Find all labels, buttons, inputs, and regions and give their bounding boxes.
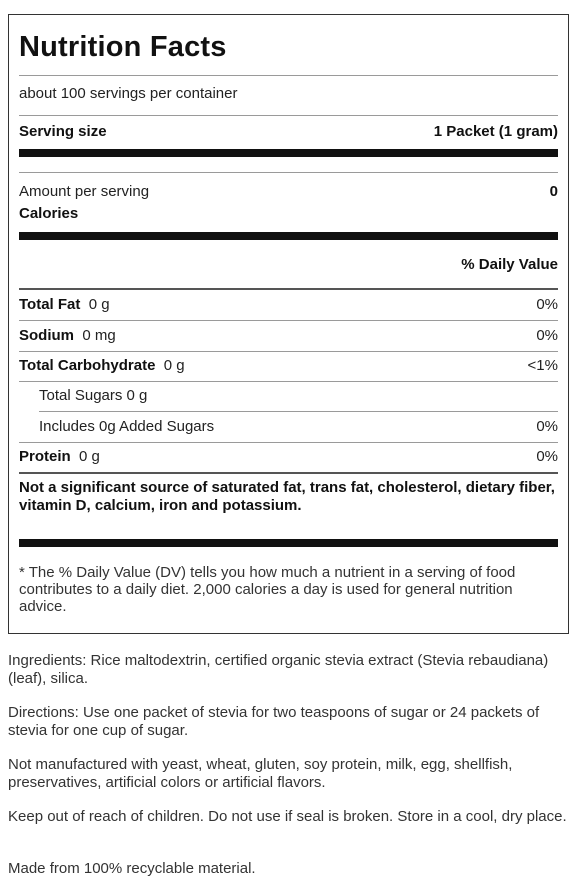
nutrient-amount: 0 mg xyxy=(82,327,116,344)
recyclable-material-text: Made from 100% recyclable material. xyxy=(8,860,256,877)
serving-size-label: Serving size xyxy=(19,123,107,140)
nutrient-name: Total Sugars 0 g xyxy=(39,387,148,404)
nutrient-name: Protein xyxy=(19,448,71,465)
nutrient-dv: <1% xyxy=(527,357,558,374)
divider xyxy=(19,75,558,76)
thick-divider xyxy=(19,232,558,240)
nutrient-dv: 0% xyxy=(536,418,558,435)
nutrient-name: Sodium xyxy=(19,327,74,344)
nutrient-dv: 0% xyxy=(536,448,558,465)
thick-divider xyxy=(19,149,558,157)
divider xyxy=(19,351,558,352)
daily-value-footnote: * The % Daily Value (DV) tells you how much a nutrient in a serving of food contributes to a daily diet. 2,000 calories a day is used for general nutrition advice. xyxy=(19,564,516,615)
divider xyxy=(19,381,558,382)
servings-text: about 100 servings per container xyxy=(19,85,238,102)
nutrient-dv: 0% xyxy=(536,296,558,313)
divider xyxy=(19,115,558,116)
nutrient-name: Total Carbohydrate xyxy=(19,357,156,374)
nutrient-amount: 0 g xyxy=(79,448,100,465)
divider xyxy=(19,442,558,443)
serving-size-value: 1 Packet (1 gram) xyxy=(433,123,558,140)
nutrient-amount: 0 g xyxy=(163,357,185,374)
calories-label: Calories xyxy=(19,205,79,222)
nutrition-facts-panel xyxy=(8,14,569,634)
nutrient-name: Total Fat xyxy=(19,296,81,313)
nutrient-dv: 0% xyxy=(536,327,558,344)
nutrition-facts-title: Nutrition Facts xyxy=(19,31,227,63)
storage-warning-text: Keep out of reach of children. Do not use if seal is broken. Store in a cool, dry place. xyxy=(8,808,567,825)
amount-per-serving-label: Amount per serving xyxy=(19,183,150,200)
thick-divider xyxy=(19,539,558,547)
daily-value-header: % Daily Value xyxy=(461,256,558,273)
nutrient-name: Includes 0g Added Sugars xyxy=(39,418,215,435)
nutrient-amount: 0 g xyxy=(88,296,110,313)
calories-value: 0 xyxy=(549,183,558,200)
divider xyxy=(19,172,558,173)
not-significant-note: Not a significant source of saturated fat, trans fat, cholesterol, dietary fiber, vitamin D, calcium, iron and potassium. xyxy=(19,479,555,514)
divider xyxy=(19,472,558,474)
divider xyxy=(19,288,558,290)
directions-text: Directions: Use one packet of stevia for two teaspoons of sugar or 24 packets of stevia for one cup of sugar. xyxy=(8,704,540,739)
divider xyxy=(39,411,558,412)
ingredients-text: Ingredients: Rice maltodextrin, certified organic stevia extract (Stevia rebaudiana) (leaf), silica. xyxy=(8,652,549,687)
divider xyxy=(19,320,558,321)
allergens-text: Not manufactured with yeast, wheat, gluten, soy protein, milk, egg, shellfish, preservatives, artificial colors or artificial flavors. xyxy=(8,756,513,791)
